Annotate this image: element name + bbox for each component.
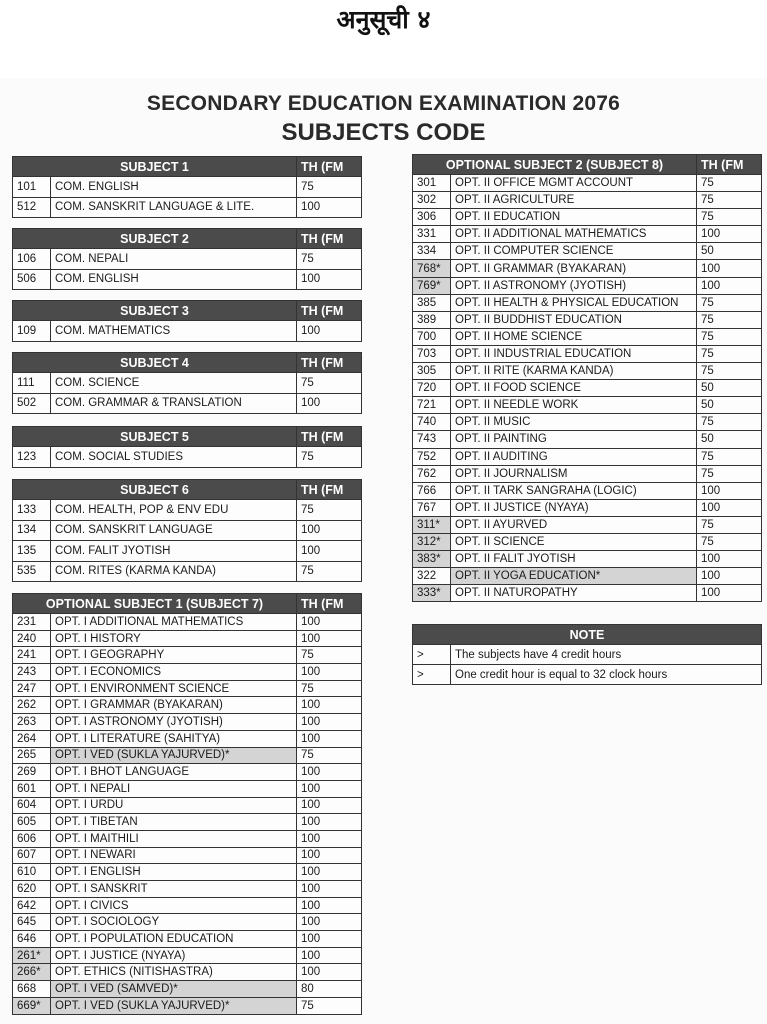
subject-code: 700 (413, 328, 451, 345)
subject-name: OPT. I POPULATION EDUCATION (51, 931, 297, 948)
subject-code: 383* (413, 551, 451, 568)
subject-code: 241 (13, 647, 51, 664)
subject-name: COM. HEALTH, POP & ENV EDU (51, 500, 297, 521)
table-row (13, 947, 362, 964)
full-marks: 100 (697, 482, 762, 499)
subject-code: 261* (13, 947, 51, 964)
table-row (413, 328, 762, 345)
subject-name: OPT. II FOOD SCIENCE (451, 380, 697, 397)
table-row (13, 931, 362, 948)
subject-code: 605 (13, 814, 51, 831)
subject-code: 604 (13, 797, 51, 814)
full-marks: 75 (697, 311, 762, 328)
subject-code: 263 (13, 714, 51, 731)
full-marks: 75 (697, 448, 762, 465)
note-marker: > (413, 645, 451, 665)
table-row (13, 747, 362, 764)
full-marks: 100 (297, 881, 362, 898)
section-title: SUBJECT 3 (13, 301, 297, 321)
subject-name: OPT. I ASTRONOMY (JYOTISH) (51, 714, 297, 731)
subject-name: OPT. I NEWARI (51, 847, 297, 864)
subject-code: 720 (413, 380, 451, 397)
subject-name: OPT. II COMPUTER SCIENCE (451, 243, 697, 260)
subject-name: OPT. II ASTRONOMY (JYOTISH) (451, 277, 697, 294)
full-marks: 75 (297, 680, 362, 697)
table-row (13, 780, 362, 797)
subject-code: 306 (413, 209, 451, 226)
full-marks: 75 (297, 447, 362, 468)
subject-name: OPT. II NATUROPATHY (451, 585, 697, 602)
full-marks: 75 (697, 209, 762, 226)
subject-name: OPT. II RITE (KARMA KANDA) (451, 363, 697, 380)
subject-code: 606 (13, 830, 51, 847)
subject-name: OPT. I VED (SAMVED)* (51, 981, 297, 998)
table-row (413, 533, 762, 550)
full-marks: 75 (297, 500, 362, 521)
section-title: OPTIONAL SUBJECT 2 (SUBJECT 8) (413, 155, 697, 175)
table-row (413, 397, 762, 414)
note-title: NOTE (413, 625, 762, 645)
subject-name: OPT. II FALIT JYOTISH (451, 551, 697, 568)
full-marks: 100 (297, 797, 362, 814)
full-marks: 75 (297, 373, 362, 394)
subject-name: OPT. II AYURVED (451, 516, 697, 533)
subject-code: 768* (413, 260, 451, 277)
subject-name: COM. SANSKRIT LANGUAGE (51, 520, 297, 541)
subject-code: 752 (413, 448, 451, 465)
table-row (13, 321, 362, 342)
subject-name: OPT. I VED (SUKLA YAJURVED)* (51, 997, 297, 1014)
subject-code: 668 (13, 981, 51, 998)
table-row (413, 482, 762, 499)
subject-name: OPT. II SCIENCE (451, 533, 697, 550)
subject-name: OPT. II TARK SANGRAHA (LOGIC) (451, 482, 697, 499)
subject-name: OPT. I ADDITIONAL MATHEMATICS (51, 614, 297, 631)
table-row (413, 294, 762, 311)
subject-name: OPT. I GRAMMAR (BYAKARAN) (51, 697, 297, 714)
subject4-table (12, 352, 362, 414)
subject-code: 302 (413, 192, 451, 209)
subject-code: 111 (13, 373, 51, 394)
subject-code: 331 (413, 226, 451, 243)
full-marks: 100 (297, 321, 362, 342)
subject-code: 512 (13, 197, 51, 218)
full-marks: 100 (697, 277, 762, 294)
subject1-table (12, 156, 362, 218)
subject-code: 264 (13, 730, 51, 747)
subject-name: OPT. I HISTORY (51, 630, 297, 647)
table-row (13, 447, 362, 468)
subject-code: 601 (13, 780, 51, 797)
subject-code: 769* (413, 277, 451, 294)
subject-name: OPT. II ADDITIONAL MATHEMATICS (451, 226, 697, 243)
subject-name: OPT. I ECONOMICS (51, 664, 297, 681)
full-marks: 100 (297, 931, 362, 948)
table-row (13, 269, 362, 290)
full-marks: 100 (697, 226, 762, 243)
table-row (413, 345, 762, 362)
subjects-code-title: SUBJECTS CODE (281, 119, 486, 146)
table-row (13, 881, 362, 898)
subject-code: 243 (13, 664, 51, 681)
subject-name: COM. ENGLISH (51, 177, 297, 198)
table-row (13, 500, 362, 521)
note-table (412, 624, 762, 685)
full-marks: 75 (297, 177, 362, 198)
subject-name: COM. RITES (KARMA KANDA) (51, 561, 297, 582)
full-marks: 100 (297, 697, 362, 714)
table-row (413, 226, 762, 243)
table-row (413, 192, 762, 209)
subject-name: OPT. I SOCIOLOGY (51, 914, 297, 931)
section-title: OPTIONAL SUBJECT 1 (SUBJECT 7) (13, 594, 297, 614)
table-row (13, 897, 362, 914)
subject-code: 740 (413, 414, 451, 431)
full-marks: 100 (297, 764, 362, 781)
section-title: SUBJECT 4 (13, 353, 297, 373)
subject-name: OPT. I MAITHILI (51, 830, 297, 847)
subject-code: 607 (13, 847, 51, 864)
subject-code: 134 (13, 520, 51, 541)
table-row (13, 981, 362, 998)
table-row (13, 373, 362, 394)
fm-header: TH (FM (297, 157, 362, 177)
subject-code: 265 (13, 747, 51, 764)
subject-name: OPT. II JOURNALISM (451, 465, 697, 482)
table-row (13, 664, 362, 681)
subject6-table (12, 479, 362, 582)
full-marks: 75 (297, 561, 362, 582)
table-row (413, 448, 762, 465)
subject-code: 703 (413, 345, 451, 362)
full-marks: 100 (297, 614, 362, 631)
subject-name: OPT. I CIVICS (51, 897, 297, 914)
table-row (413, 260, 762, 277)
subject-name: OPT. I URDU (51, 797, 297, 814)
full-marks: 75 (297, 647, 362, 664)
full-marks: 75 (697, 192, 762, 209)
subject-name: COM. ENGLISH (51, 269, 297, 290)
full-marks: 100 (297, 847, 362, 864)
subject-code: 231 (13, 614, 51, 631)
table-row (13, 197, 362, 218)
subject-name: OPT. II JUSTICE (NYAYA) (451, 499, 697, 516)
table-row (413, 209, 762, 226)
note-text: The subjects have 4 credit hours (451, 645, 762, 665)
subject-name: OPT. II EDUCATION (451, 209, 697, 226)
table-row (13, 814, 362, 831)
full-marks: 75 (697, 345, 762, 362)
table-row (13, 614, 362, 631)
subject-code: 240 (13, 630, 51, 647)
subject-name: OPT. II GRAMMAR (BYAKARAN) (451, 260, 697, 277)
full-marks: 100 (297, 730, 362, 747)
subject-name: OPT. II NEEDLE WORK (451, 397, 697, 414)
subject-name: OPT. I ENGLISH (51, 864, 297, 881)
fm-header: TH (FM (297, 353, 362, 373)
fm-header: TH (FM (297, 229, 362, 249)
full-marks: 100 (697, 551, 762, 568)
table-row (13, 730, 362, 747)
subject-code: 610 (13, 864, 51, 881)
full-marks: 75 (697, 516, 762, 533)
full-marks: 100 (297, 814, 362, 831)
table-row (13, 847, 362, 864)
table-row (13, 714, 362, 731)
exam-title: SECONDARY EDUCATION EXAMINATION 2076 (146, 92, 621, 115)
subject-name: COM. SOCIAL STUDIES (51, 447, 297, 468)
table-row (413, 380, 762, 397)
subject-code: 762 (413, 465, 451, 482)
subject-code: 743 (413, 431, 451, 448)
subject-name: OPT. I JUSTICE (NYAYA) (51, 947, 297, 964)
annex-title: अनुसूची ४ (336, 5, 431, 34)
table-row (13, 830, 362, 847)
table-row (13, 697, 362, 714)
table-row (413, 414, 762, 431)
subject-code: 766 (413, 482, 451, 499)
subject-name: OPT. II BUDDHIST EDUCATION (451, 311, 697, 328)
table-row (13, 630, 362, 647)
subject-name: OPT. I VED (SUKLA YAJURVED)* (51, 747, 297, 764)
subject-code: 266* (13, 964, 51, 981)
table-row (413, 499, 762, 516)
table-row (13, 680, 362, 697)
table-row (13, 393, 362, 414)
table-row (13, 964, 362, 981)
subject-name: OPT. I ENVIRONMENT SCIENCE (51, 680, 297, 697)
full-marks: 100 (297, 197, 362, 218)
full-marks: 100 (697, 585, 762, 602)
table-row (413, 516, 762, 533)
subject-name: OPT. II HEALTH & PHYSICAL EDUCATION (451, 294, 697, 311)
full-marks: 100 (297, 393, 362, 414)
fm-header: TH (FM (297, 301, 362, 321)
full-marks: 75 (697, 363, 762, 380)
subject-code: 247 (13, 680, 51, 697)
subject-code: 106 (13, 249, 51, 270)
full-marks: 80 (297, 981, 362, 998)
table-row (13, 561, 362, 582)
full-marks: 100 (297, 269, 362, 290)
subject-name: COM. NEPALI (51, 249, 297, 270)
table-row (13, 997, 362, 1014)
subject-code: 389 (413, 311, 451, 328)
subject-code: 135 (13, 541, 51, 562)
subject-code: 101 (13, 177, 51, 198)
table-row (413, 568, 762, 585)
table-row (13, 797, 362, 814)
subject-code: 301 (413, 175, 451, 192)
full-marks: 100 (297, 664, 362, 681)
table-row (13, 177, 362, 198)
subject-code: 646 (13, 931, 51, 948)
table-row (413, 277, 762, 294)
full-marks: 100 (297, 780, 362, 797)
full-marks: 100 (297, 864, 362, 881)
subject-name: OPT. II PAINTING (451, 431, 697, 448)
table-row (413, 551, 762, 568)
subject2-table (12, 228, 362, 290)
table-row (413, 363, 762, 380)
full-marks: 100 (297, 830, 362, 847)
subject-code: 535 (13, 561, 51, 582)
full-marks: 100 (697, 568, 762, 585)
subject-code: 109 (13, 321, 51, 342)
subject-code: 334 (413, 243, 451, 260)
subject-code: 385 (413, 294, 451, 311)
full-marks: 75 (697, 175, 762, 192)
subject-name: COM. MATHEMATICS (51, 321, 297, 342)
subject-name: OPT. I LITERATURE (SAHITYA) (51, 730, 297, 747)
subject-code: 322 (413, 568, 451, 585)
optional2-table (412, 154, 762, 602)
table-row (13, 914, 362, 931)
full-marks: 100 (297, 541, 362, 562)
subject-name: OPT. ETHICS (NITISHASTRA) (51, 964, 297, 981)
section-title: SUBJECT 1 (13, 157, 297, 177)
table-row (13, 764, 362, 781)
subject-name: OPT. II AUDITING (451, 448, 697, 465)
subject-name: OPT. II YOGA EDUCATION* (451, 568, 697, 585)
full-marks: 100 (297, 947, 362, 964)
subject-name: OPT. I TIBETAN (51, 814, 297, 831)
full-marks: 50 (697, 380, 762, 397)
full-marks: 75 (697, 294, 762, 311)
subject-name: OPT. II OFFICE MGMT ACCOUNT (451, 175, 697, 192)
subject-code: 133 (13, 500, 51, 521)
full-marks: 100 (297, 630, 362, 647)
subject-code: 312* (413, 533, 451, 550)
full-marks: 100 (297, 914, 362, 931)
table-row (13, 541, 362, 562)
subject-name: OPT. II HOME SCIENCE (451, 328, 697, 345)
full-marks: 75 (297, 249, 362, 270)
subject-code: 669* (13, 997, 51, 1014)
note-marker: > (413, 665, 451, 685)
table-row (413, 175, 762, 192)
subject-code: 721 (413, 397, 451, 414)
subject-name: OPT. II AGRICULTURE (451, 192, 697, 209)
subject-code: 123 (13, 447, 51, 468)
subject-code: 269 (13, 764, 51, 781)
fm-header: TH (FM (297, 427, 362, 447)
subject-code: 767 (413, 499, 451, 516)
subject-code: 502 (13, 393, 51, 414)
table-row (13, 864, 362, 881)
table-row (413, 243, 762, 260)
full-marks: 50 (697, 397, 762, 414)
subject-code: 642 (13, 897, 51, 914)
fm-header: TH (FM (297, 594, 362, 614)
full-marks: 100 (697, 260, 762, 277)
full-marks: 75 (697, 414, 762, 431)
full-marks: 100 (297, 964, 362, 981)
full-marks: 75 (697, 533, 762, 550)
subject-name: COM. FALIT JYOTISH (51, 541, 297, 562)
table-row (13, 520, 362, 541)
fm-header: TH (FM (297, 480, 362, 500)
table-row (13, 249, 362, 270)
section-title: SUBJECT 5 (13, 427, 297, 447)
full-marks: 50 (697, 431, 762, 448)
table-row (413, 311, 762, 328)
full-marks: 100 (297, 714, 362, 731)
subject-code: 305 (413, 363, 451, 380)
fm-header: TH (FM (697, 155, 762, 175)
table-row (413, 465, 762, 482)
subject-code: 506 (13, 269, 51, 290)
section-title: SUBJECT 2 (13, 229, 297, 249)
subject-code: 262 (13, 697, 51, 714)
subject-name: COM. GRAMMAR & TRANSLATION (51, 393, 297, 414)
full-marks: 100 (697, 499, 762, 516)
table-row (13, 647, 362, 664)
subject-name: OPT. I GEOGRAPHY (51, 647, 297, 664)
subject-name: COM. SCIENCE (51, 373, 297, 394)
table-row (413, 431, 762, 448)
subject-code: 311* (413, 516, 451, 533)
subject-name: OPT. II INDUSTRIAL EDUCATION (451, 345, 697, 362)
subject5-table (12, 426, 362, 468)
subject-code: 333* (413, 585, 451, 602)
section-title: SUBJECT 6 (13, 480, 297, 500)
full-marks: 75 (697, 328, 762, 345)
subject-name: OPT. II MUSIC (451, 414, 697, 431)
full-marks: 100 (297, 897, 362, 914)
subject-name: OPT. I NEPALI (51, 780, 297, 797)
note-text: One credit hour is equal to 32 clock hours (451, 665, 762, 685)
subject-code: 645 (13, 914, 51, 931)
full-marks: 75 (697, 465, 762, 482)
table-row (413, 585, 762, 602)
subject-code: 620 (13, 881, 51, 898)
subject-name: OPT. I BHOT LANGUAGE (51, 764, 297, 781)
full-marks: 75 (297, 747, 362, 764)
full-marks: 100 (297, 520, 362, 541)
subject-name: OPT. I SANSKRIT (51, 881, 297, 898)
optional1-table (12, 593, 362, 1015)
full-marks: 50 (697, 243, 762, 260)
subject-name: COM. SANSKRIT LANGUAGE & LITE. (51, 197, 297, 218)
subject3-table (12, 300, 362, 342)
full-marks: 75 (297, 997, 362, 1014)
